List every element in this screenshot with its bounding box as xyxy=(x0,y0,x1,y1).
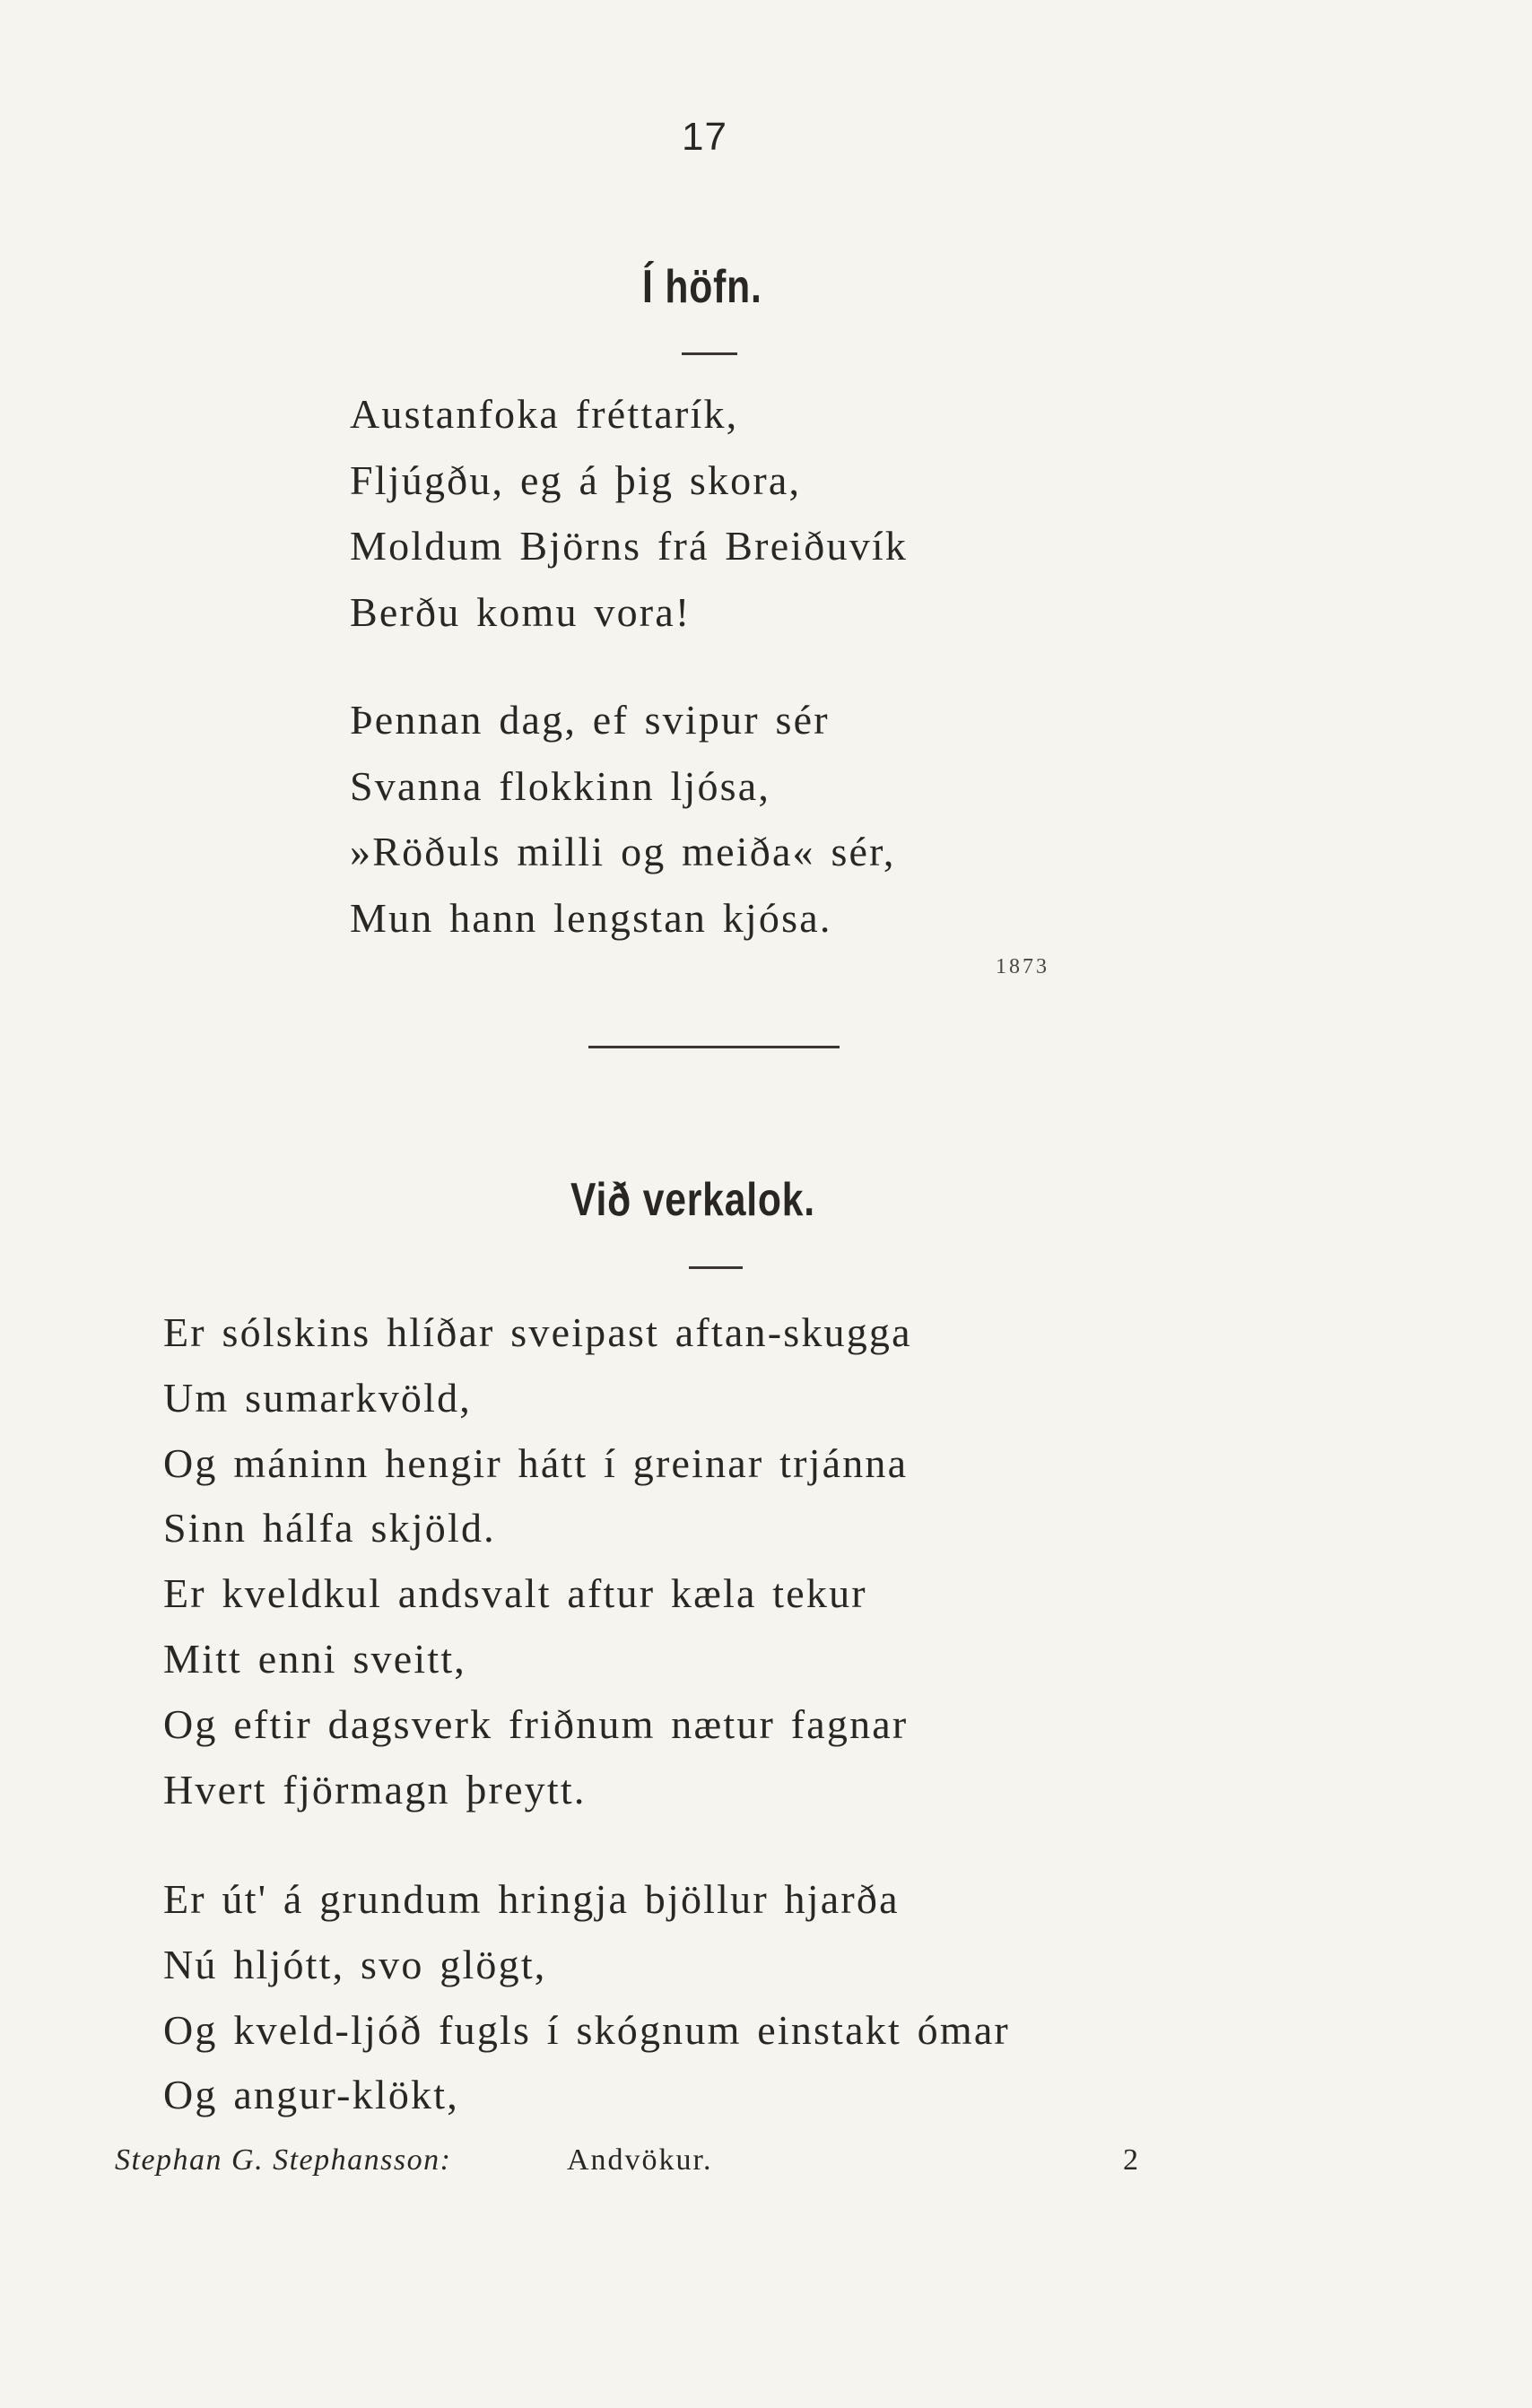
stanza xyxy=(350,381,908,645)
verse-line: Moldum Björns frá Breiðuvík xyxy=(350,523,909,569)
stanza xyxy=(163,1300,912,1822)
stanza xyxy=(350,687,896,951)
verse-line: Og eftir dagsverk friðnum nætur fagnar xyxy=(163,1700,909,1747)
verse-line: Er kveldkul andsvalt aftur kæla tekur xyxy=(163,1570,867,1617)
verse-line: Þennan dag, ef svipur sér xyxy=(350,697,830,743)
footer-book-title: Andvökur. xyxy=(567,2143,713,2177)
verse-line: Sinn hálfa skjöld. xyxy=(163,1505,496,1552)
verse-line: Og kveld-ljóð fugls í skógnum einstakt ómar xyxy=(163,2006,1010,2053)
verse-line: Nú hljótt, svo glögt, xyxy=(163,1941,547,1987)
verse-line: Hvert fjörmagn þreytt. xyxy=(163,1766,587,1813)
page-number: 17 xyxy=(682,115,727,159)
stanza xyxy=(163,1867,1010,2128)
verse-line: Fljúgðu, eg á þig skora, xyxy=(350,456,802,503)
verse-line: Berðu komu vora! xyxy=(350,588,692,635)
poem-date: 1873 xyxy=(996,955,1049,978)
verse-line: Mitt enni sveitt, xyxy=(163,1635,466,1682)
poem-title: Við verkalok. xyxy=(570,1174,815,1226)
verse-line: Og angur-klökt, xyxy=(163,2072,459,2118)
poem-title: Í höfn. xyxy=(642,261,762,313)
verse-line: Er út' á grundum hringja bjöllur hjarða xyxy=(163,1876,900,1922)
verse-line: »Röðuls milli og meiða« sér, xyxy=(350,829,896,874)
title-rule xyxy=(689,1266,743,1269)
verse-line: Er sólskins hlíðar sveipast aftan-skugga xyxy=(163,1309,912,1355)
title-rule xyxy=(682,352,737,355)
section-divider xyxy=(588,1046,840,1048)
footer-author: Stephan G. Stephansson: xyxy=(115,2143,452,2177)
verse-line: Austanfoka fréttarík, xyxy=(350,391,739,437)
verse-line: Svanna flokkinn ljósa, xyxy=(350,762,771,809)
signature-mark: 2 xyxy=(1123,2143,1138,2177)
verse-line: Um sumarkvöld, xyxy=(163,1374,472,1421)
verse-line: Mun hann lengstan kjósa. xyxy=(350,894,832,941)
verse-line: Og máninn hengir hátt í greinar trjánna xyxy=(163,1439,909,1486)
